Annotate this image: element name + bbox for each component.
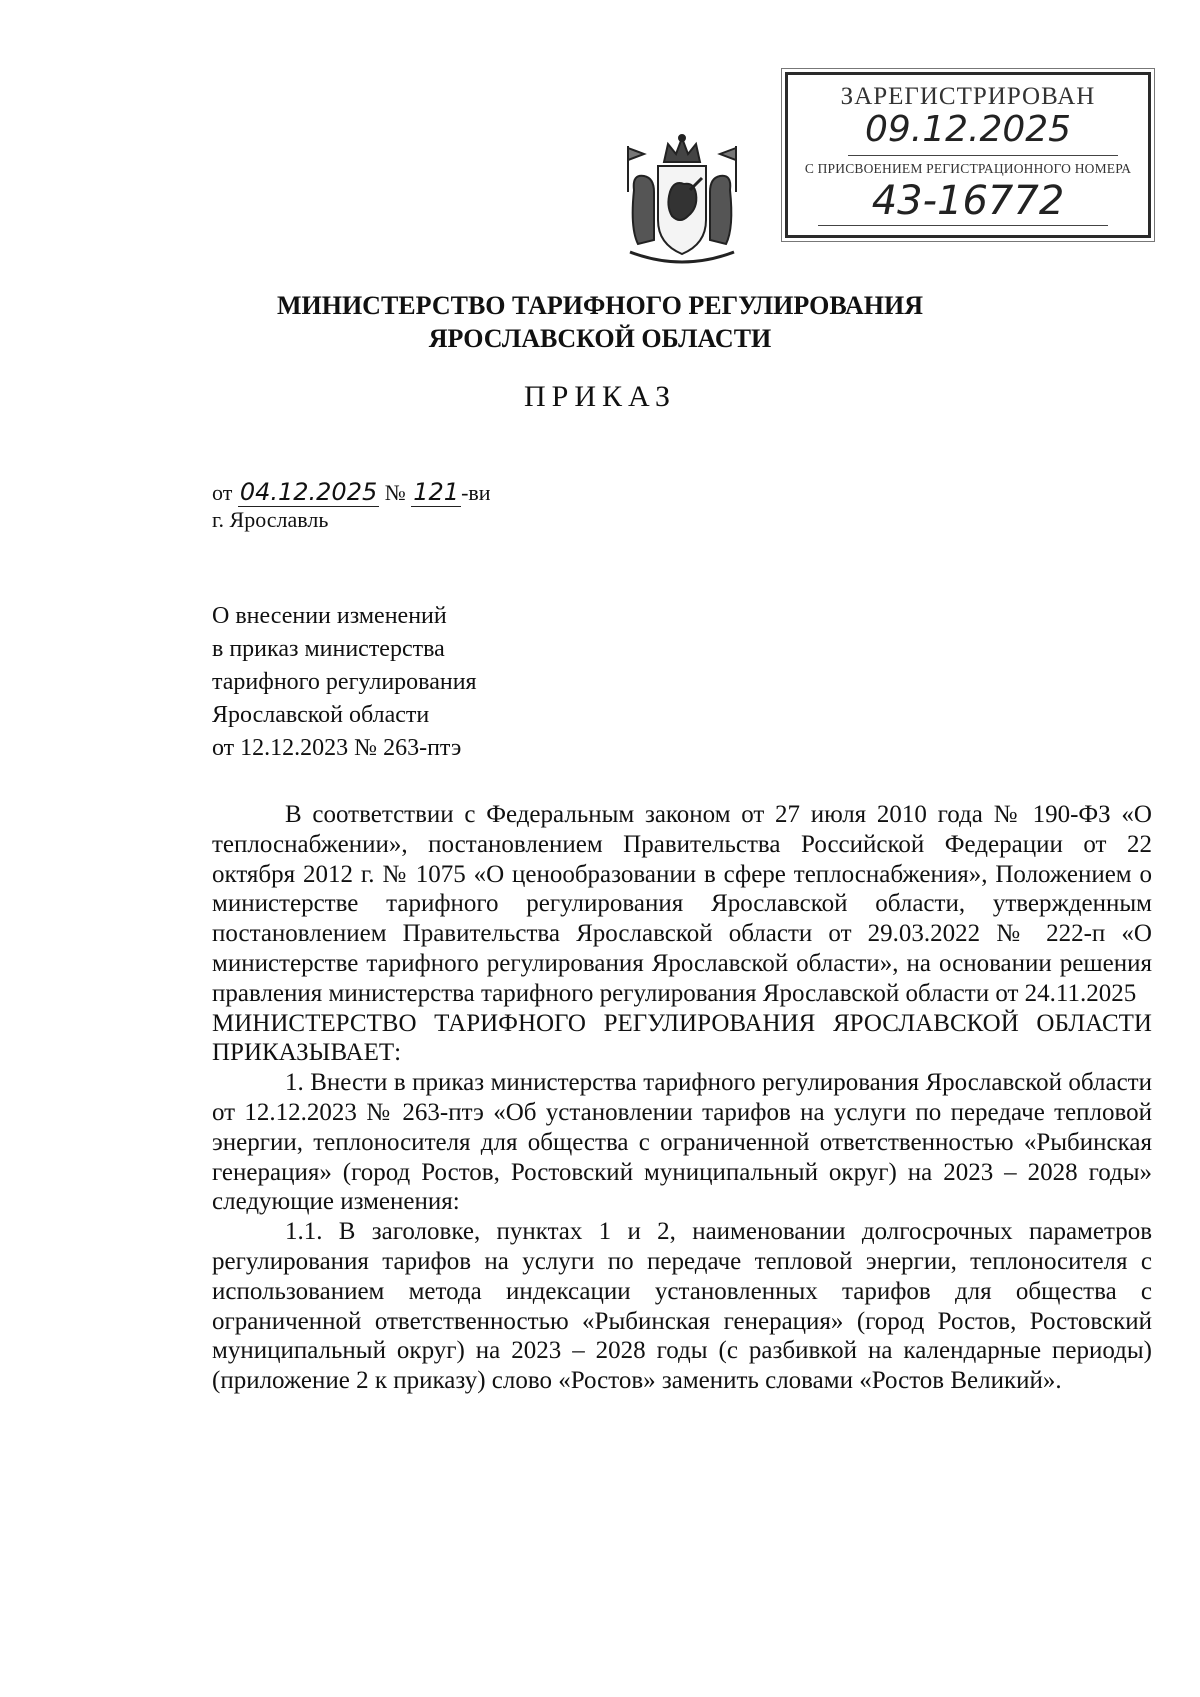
stamp-subtitle: С ПРИСВОЕНИЕМ РЕГИСТРАЦИОННОГО НОМЕРА: [804, 161, 1132, 176]
stamp-divider: [848, 155, 1118, 156]
subject-line: Ярославской области: [212, 702, 430, 728]
document-body: [212, 800, 1152, 1396]
item-1-1-paragraph: 1.1. В заголовке, пунктах 1 и 2, наименовании долгосрочных параметров регулирования тарифов на услуги по передаче тепловой энергии, теплоносителя с использованием метода индексации установленных тарифов для общества с ограниченной ответственностью «Рыбинская генерация» (город Ростов, Ростовский муниципальный округ) на 2023 – 2028 годы (с разбивкой на календарные периоды) (приложение 2 к приказу) слово «Ростов» заменить словами «Ростов Великий».: [212, 1218, 1152, 1395]
ministry-name-line2: ЯРОСЛАВСКОЙ ОБЛАСТИ: [428, 324, 772, 353]
ref-number-label: №: [384, 480, 406, 505]
subject-line: тарифного регулирования: [212, 669, 477, 695]
stamp-title: ЗАРЕГИСТРИРОВАН: [840, 83, 1096, 110]
stamp-registration-number: 43-16772: [871, 178, 1065, 224]
document-type: ПРИКАЗ: [524, 380, 676, 413]
ref-number-suffix: -ви: [461, 480, 491, 505]
stamp-divider: [818, 225, 1108, 226]
coat-of-arms-emblem: [620, 132, 744, 268]
ref-handwritten-number: 121: [413, 478, 460, 506]
ministry-name-line1: МИНИСТЕРСТВО ТАРИФНОГО РЕГУЛИРОВАНИЯ: [276, 291, 924, 320]
item-1-paragraph: 1. Внести в приказ министерства тарифного регулирования Ярославской области от 12.12.2023 № 263-птэ «Об установлении тарифов на услуги по передаче тепловой энергии, теплоносителя для общества с ограниченной ответственностью «Рыбинская генерация» (город Ростов, Ростовский муниципальный округ) на 2023 – 2028 годы» следующие изменения:: [212, 1069, 1152, 1216]
registration-stamp: [785, 72, 1151, 238]
ref-handwritten-date: 04.12.2025: [239, 478, 378, 506]
preamble-paragraph: В соответствии с Федеральным законом от 27 июля 2010 года № 190-ФЗ «О теплоснабжении», постановлением Правительства Российской Федерации от 22 октября 2012 г. № 1075 «О ценообразовании в сфере теплоснабжения», Положением о министерстве тарифного регулирования Ярославской области, утвержденным постановлением Правительства Ярославской области от 29.03.2022 № 222-п «О министерстве тарифного регулирования Ярославской области», на основании решения правления министерства тарифного регулирования Ярославской области от 24.11.2025: [212, 801, 1152, 1007]
order-reference: [212, 478, 491, 506]
subject-line: в приказ министерства: [212, 636, 445, 662]
subject-line: О внесении изменений: [212, 603, 447, 629]
stamp-handwritten-date: 09.12.2025: [864, 109, 1072, 150]
subject-line: от 12.12.2023 № 263-птэ: [212, 735, 462, 761]
order-subject: [212, 600, 477, 765]
issuing-city: г. Ярославль: [212, 507, 329, 532]
ref-from-label: от: [212, 480, 233, 505]
orders-statement: МИНИСТЕРСТВО ТАРИФНОГО РЕГУЛИРОВАНИЯ ЯРОСЛАВСКОЙ ОБЛАСТИ ПРИКАЗЫВАЕТ:: [212, 1009, 1152, 1067]
